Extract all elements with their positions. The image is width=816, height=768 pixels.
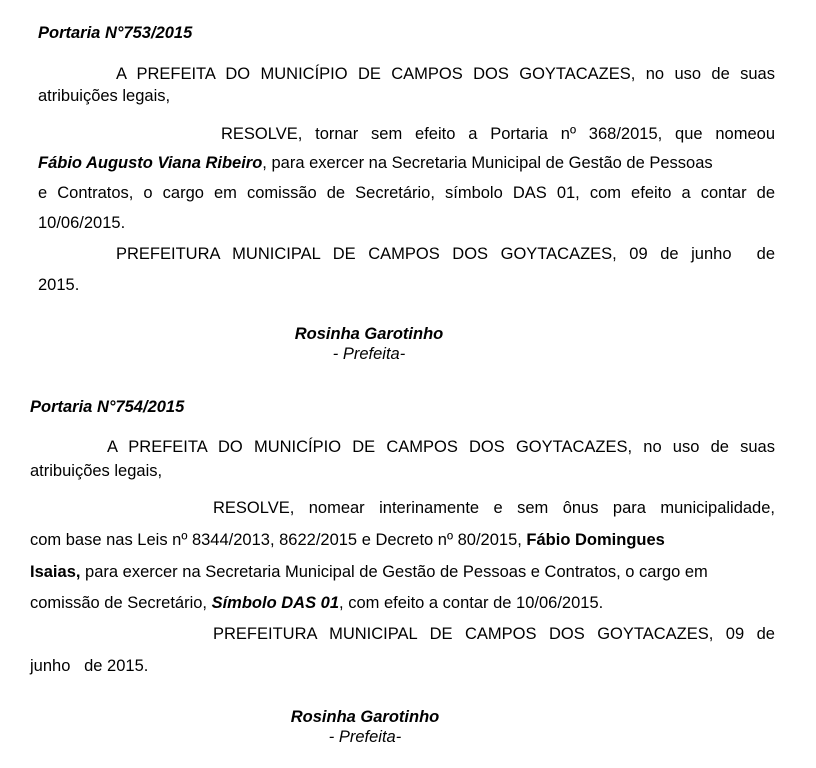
portaria-753-resolve-line1: RESOLVE, tornar sem efeito a Portaria nº 368/2015, que nomeou — [221, 125, 775, 143]
portaria-754-resolve-line4 — [30, 593, 603, 613]
portaria-754-closing-line1: PREFEITURA MUNICIPAL DE CAMPOS DOS GOYTACAZES, 09 de — [213, 625, 775, 643]
portaria-753-signature — [219, 324, 519, 364]
portaria-753-person-name: Fábio Augusto Viana Ribeiro — [38, 154, 263, 172]
portaria-753-resolve-line2 — [38, 153, 775, 173]
portaria-753-resolve-line4: 10/06/2015. — [38, 214, 126, 232]
signature-name: Rosinha Garotinho — [290, 708, 440, 726]
portaria-754-person-name-part1: Fábio Domingues — [526, 531, 665, 549]
portaria-754-resolve-line2 — [30, 530, 775, 550]
portaria-754-person-name-part2: Isaias, — [30, 563, 81, 581]
signature-role: - Prefeita- — [332, 345, 406, 363]
signature-role: - Prefeita- — [328, 728, 402, 746]
portaria-753-resolve-line3: e Contratos, o cargo em comissão de Secretário, símbolo DAS 01, com efeito a contar de — [38, 184, 775, 202]
portaria-754-symbol: Símbolo DAS 01 — [211, 594, 340, 612]
portaria-754-resolve-line2-text: com base nas Leis nº 8344/2013, 8622/2015 e Decreto nº 80/2015, — [30, 531, 527, 549]
portaria-753-closing-line1: PREFEITURA MUNICIPAL DE CAMPOS DOS GOYTACAZES, 09 de junho de — [116, 245, 775, 263]
portaria-753-intro-line2: atribuições legais, — [38, 87, 171, 105]
portaria-753-closing-line2: 2015. — [38, 276, 80, 294]
portaria-754-resolve-line1: RESOLVE, nomear interinamente e sem ônus para municipalidade, — [213, 499, 775, 517]
portaria-754-signature — [215, 707, 515, 747]
portaria-753-intro-line1: A PREFEITA DO MUNICÍPIO DE CAMPOS DOS GOYTACAZES, no uso de suas — [116, 65, 775, 83]
portaria-754-resolve-line3 — [30, 562, 775, 582]
portaria-754-resolve-line3-rest: para exercer na Secretaria Municipal de Gestão de Pessoas e Contratos, o cargo em — [80, 563, 708, 581]
signature-name: Rosinha Garotinho — [294, 325, 444, 343]
portaria-754-resolve-line4-a: comissão de Secretário, — [30, 594, 212, 612]
portaria-754-title: Portaria N°754/2015 — [30, 398, 185, 416]
portaria-754-resolve-line4-b: , com efeito a contar de 10/06/2015. — [339, 594, 604, 612]
portaria-753-title: Portaria N°753/2015 — [38, 24, 193, 42]
portaria-754-intro-line1: A PREFEITA DO MUNICÍPIO DE CAMPOS DOS GOYTACAZES, no uso de suas — [107, 438, 775, 456]
portaria-753-resolve-line2-rest: , para exercer na Secretaria Municipal de Gestão de Pessoas — [262, 154, 713, 172]
portaria-754-closing-line2: junho de 2015. — [30, 657, 149, 675]
portaria-754-intro-line2: atribuições legais, — [30, 462, 163, 480]
